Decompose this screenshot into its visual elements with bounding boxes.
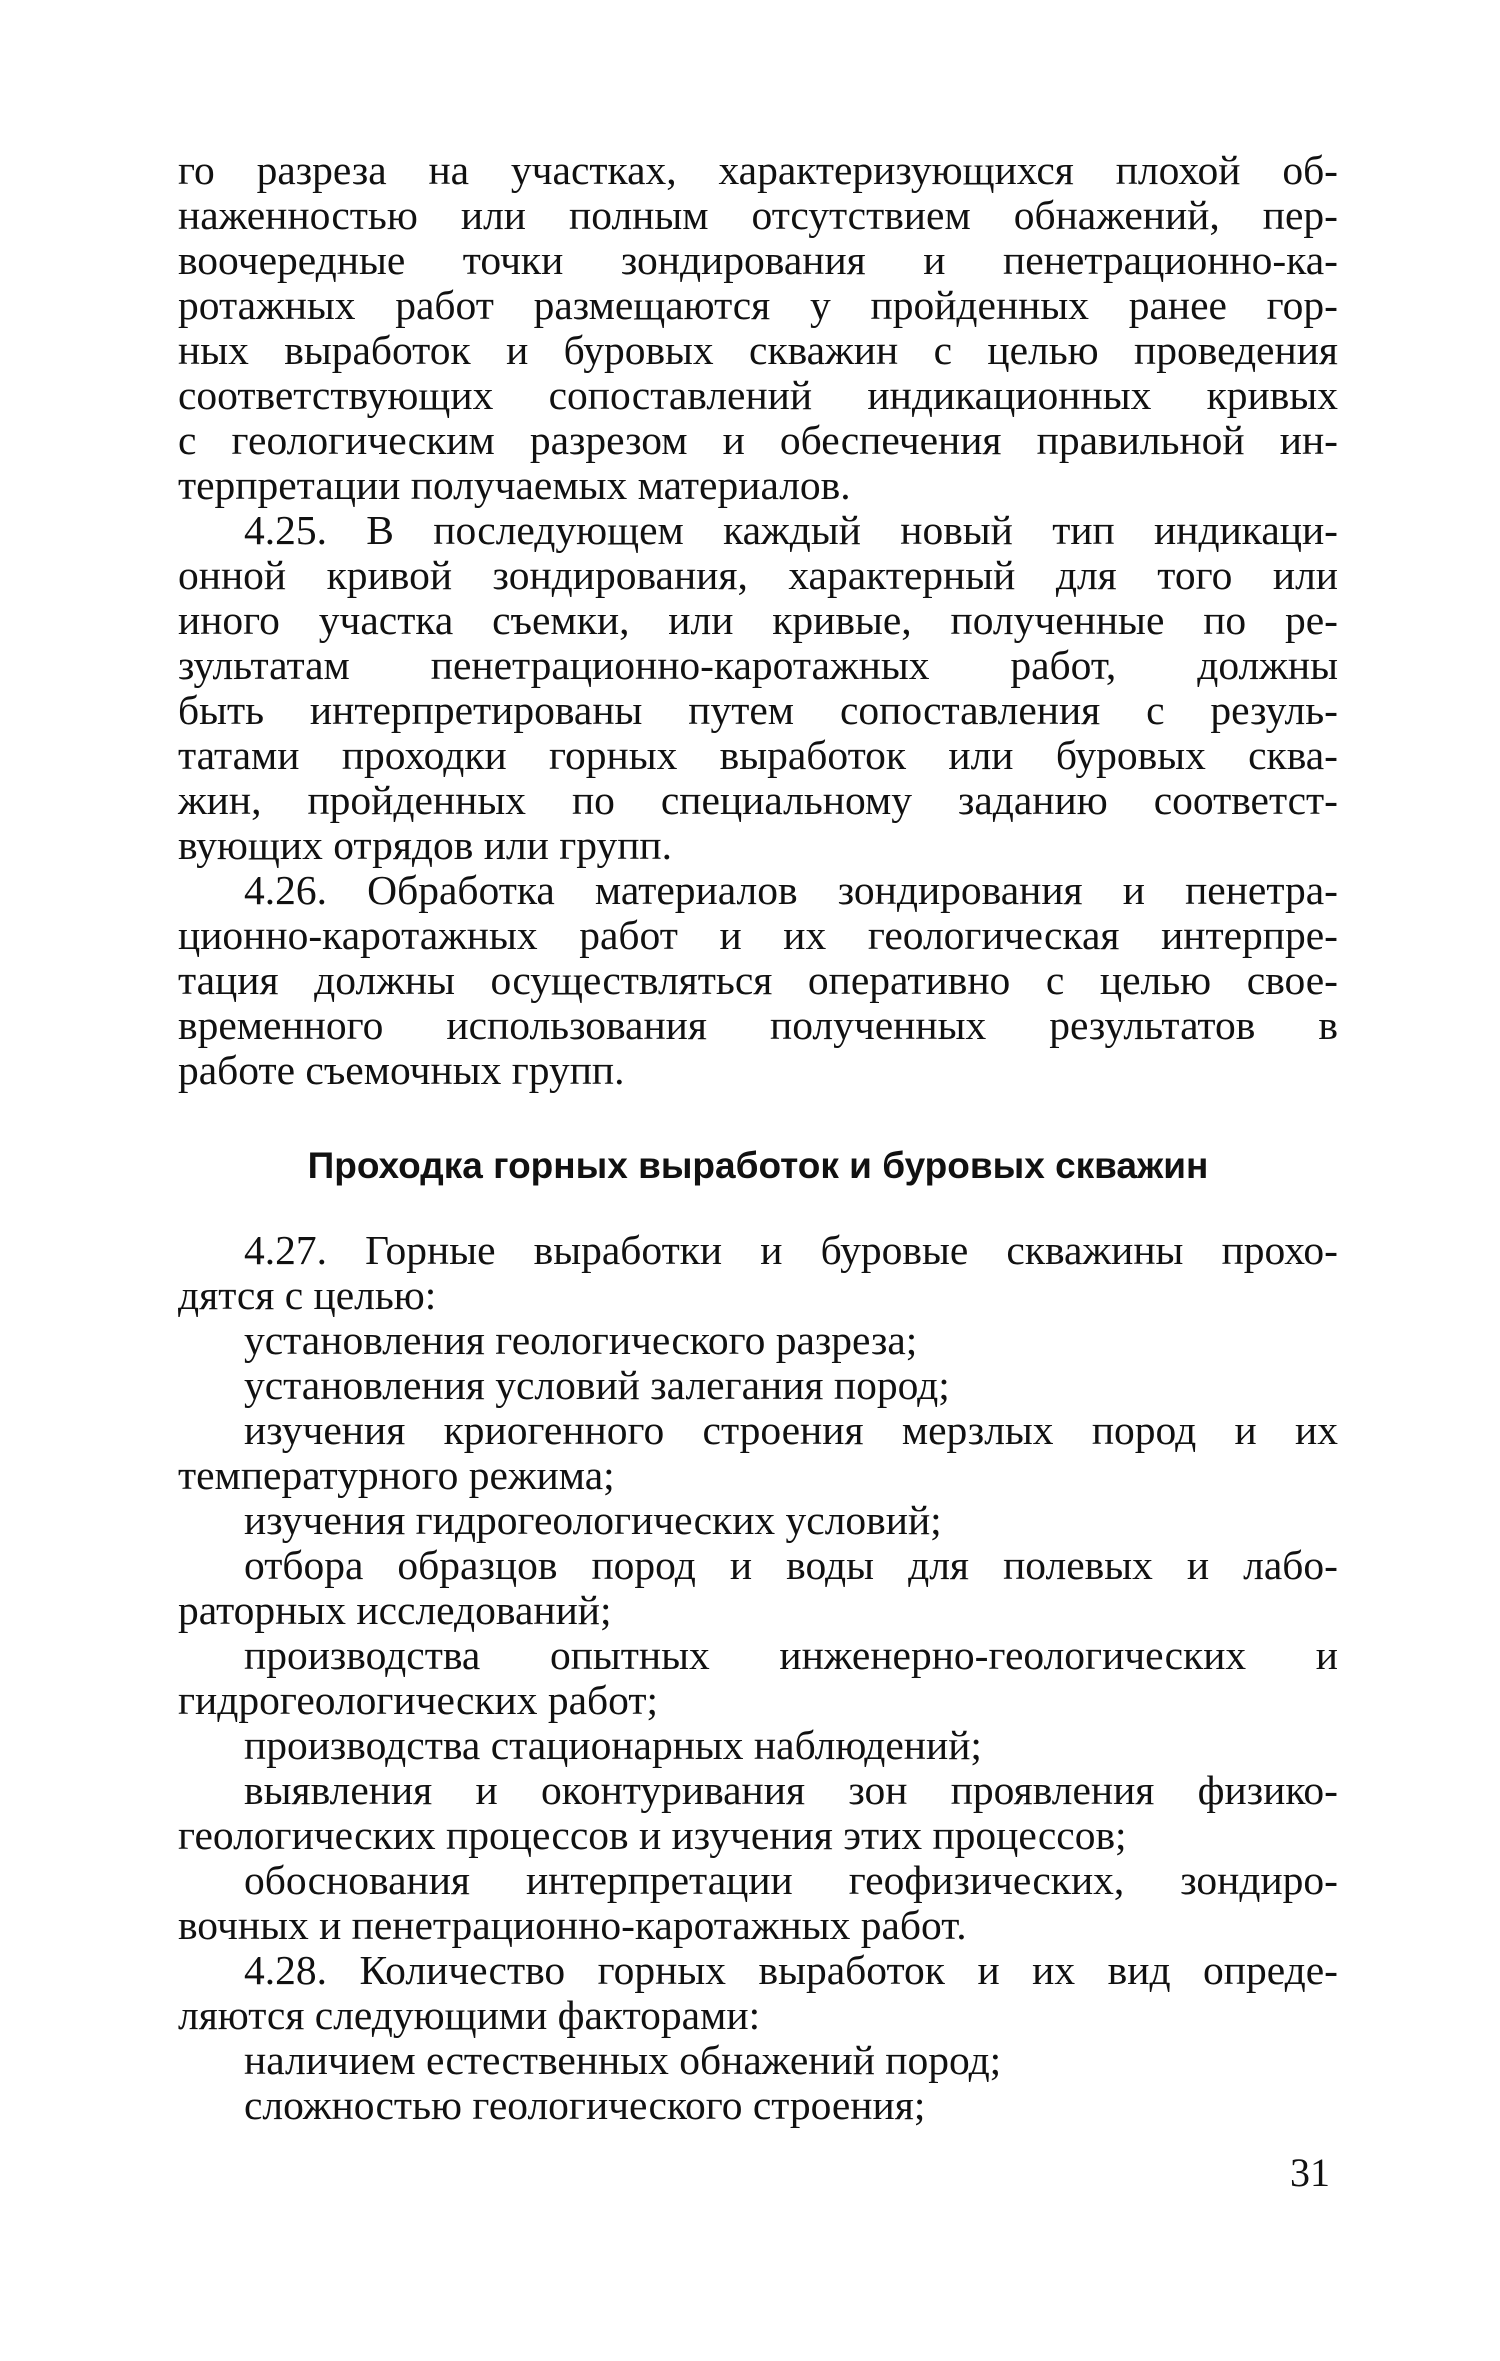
text-line: сложностью геологического строения; bbox=[244, 2082, 926, 2128]
text-line: ционно-каротажных работ и их геологическая интерпре- bbox=[178, 912, 1338, 958]
text-line: температурного режима; bbox=[178, 1452, 615, 1498]
paragraph-continuation bbox=[178, 148, 1338, 508]
text-line: ляются следующими факторами: bbox=[178, 1992, 761, 2038]
text-line: 4.28. Количество горных выработок и их вид опреде- bbox=[244, 1947, 1338, 1993]
text-line: изучения криогенного строения мерзлых пород и их bbox=[244, 1407, 1338, 1453]
list-item bbox=[178, 1723, 1338, 1768]
text-line: онной кривой зондирования, характерный для того или bbox=[178, 552, 1338, 598]
list-item bbox=[178, 2083, 1338, 2128]
text-line: 4.27. Горные выработки и буровые скважины прохо- bbox=[244, 1227, 1338, 1273]
text-line: установления условий залегания пород; bbox=[244, 1362, 950, 1408]
list-item bbox=[178, 1363, 1338, 1408]
list-item bbox=[178, 2038, 1338, 2083]
list-item bbox=[178, 1408, 1338, 1498]
page-number: 31 bbox=[1290, 2150, 1330, 2195]
list-item bbox=[178, 1768, 1338, 1858]
text-line: наличием естественных обнажений пород; bbox=[244, 2037, 1002, 2083]
text-line: зультатам пенетрационно-каротажных работ, должны bbox=[178, 642, 1338, 688]
text-line: с геологическим разрезом и обеспечения правильной ин- bbox=[178, 417, 1338, 463]
text-line: временного использования полученных результатов в bbox=[178, 1002, 1338, 1048]
text-line: быть интерпретированы путем сопоставления с резуль- bbox=[178, 687, 1338, 733]
text-line: раторных исследований; bbox=[178, 1587, 612, 1633]
text-line: 4.25. В последующем каждый новый тип индикаци- bbox=[244, 507, 1338, 553]
text-line: терпретации получаемых материалов. bbox=[178, 462, 851, 508]
text-line: ротажных работ размещаются у пройденных ранее гор- bbox=[178, 282, 1338, 328]
text-line: производства стационарных наблюдений; bbox=[244, 1722, 982, 1768]
text-line: дятся с целью: bbox=[178, 1272, 437, 1318]
list-item bbox=[178, 1858, 1338, 1948]
text-line: соответствующих сопоставлений индикационных кривых bbox=[178, 372, 1338, 418]
text-line: тация должны осуществляться оперативно с целью свое- bbox=[178, 957, 1338, 1003]
text-line: наженностью или полным отсутствием обнажений, пер- bbox=[178, 192, 1338, 238]
text-line: работе съемочных групп. bbox=[178, 1047, 625, 1093]
text-line: отбора образцов пород и воды для полевых и лабо- bbox=[244, 1542, 1338, 1588]
text-line: обоснования интерпретации геофизических, зондиро- bbox=[244, 1857, 1338, 1903]
text-line: ных выработок и буровых скважин с целью проведения bbox=[178, 327, 1338, 373]
text-line: вочных и пенетрационно-каротажных работ. bbox=[178, 1902, 967, 1948]
text-line: установления геологического разреза; bbox=[244, 1317, 918, 1363]
text-line: воочередные точки зондирования и пенетрационно-ка- bbox=[178, 237, 1338, 283]
section-heading: Проходка горных выработок и буровых скважин bbox=[307, 1145, 1209, 1186]
list-item bbox=[178, 1633, 1338, 1723]
list-item bbox=[178, 1543, 1338, 1633]
text-line: иного участка съемки, или кривые, полученные по ре- bbox=[178, 597, 1338, 643]
text-line: татами проходки горных выработок или буровых сква- bbox=[178, 732, 1338, 778]
text-line: жин, пройденных по специальному заданию соответст- bbox=[178, 777, 1338, 823]
paragraph-4-27 bbox=[178, 1228, 1338, 1318]
list-item bbox=[178, 1498, 1338, 1543]
text-line: производства опытных инженерно-геологических и bbox=[244, 1632, 1338, 1678]
text-line: выявления и оконтуривания зон проявления физико- bbox=[244, 1767, 1338, 1813]
text-line: геологических процессов и изучения этих процессов; bbox=[178, 1812, 1127, 1858]
text-line: 4.26. Обработка материалов зондирования и пенетра- bbox=[244, 867, 1338, 913]
paragraph-4-25 bbox=[178, 508, 1338, 868]
text-line: вующих отрядов или групп. bbox=[178, 822, 673, 868]
text-line: гидрогеологических работ; bbox=[178, 1677, 659, 1723]
paragraph-4-28 bbox=[178, 1948, 1338, 2038]
list-item bbox=[178, 1318, 1338, 1363]
page-body bbox=[178, 148, 1338, 2128]
text-line: изучения гидрогеологических условий; bbox=[244, 1497, 942, 1543]
text-line: го разреза на участках, характеризующихся плохой об- bbox=[178, 147, 1338, 193]
paragraph-4-26 bbox=[178, 868, 1338, 1093]
